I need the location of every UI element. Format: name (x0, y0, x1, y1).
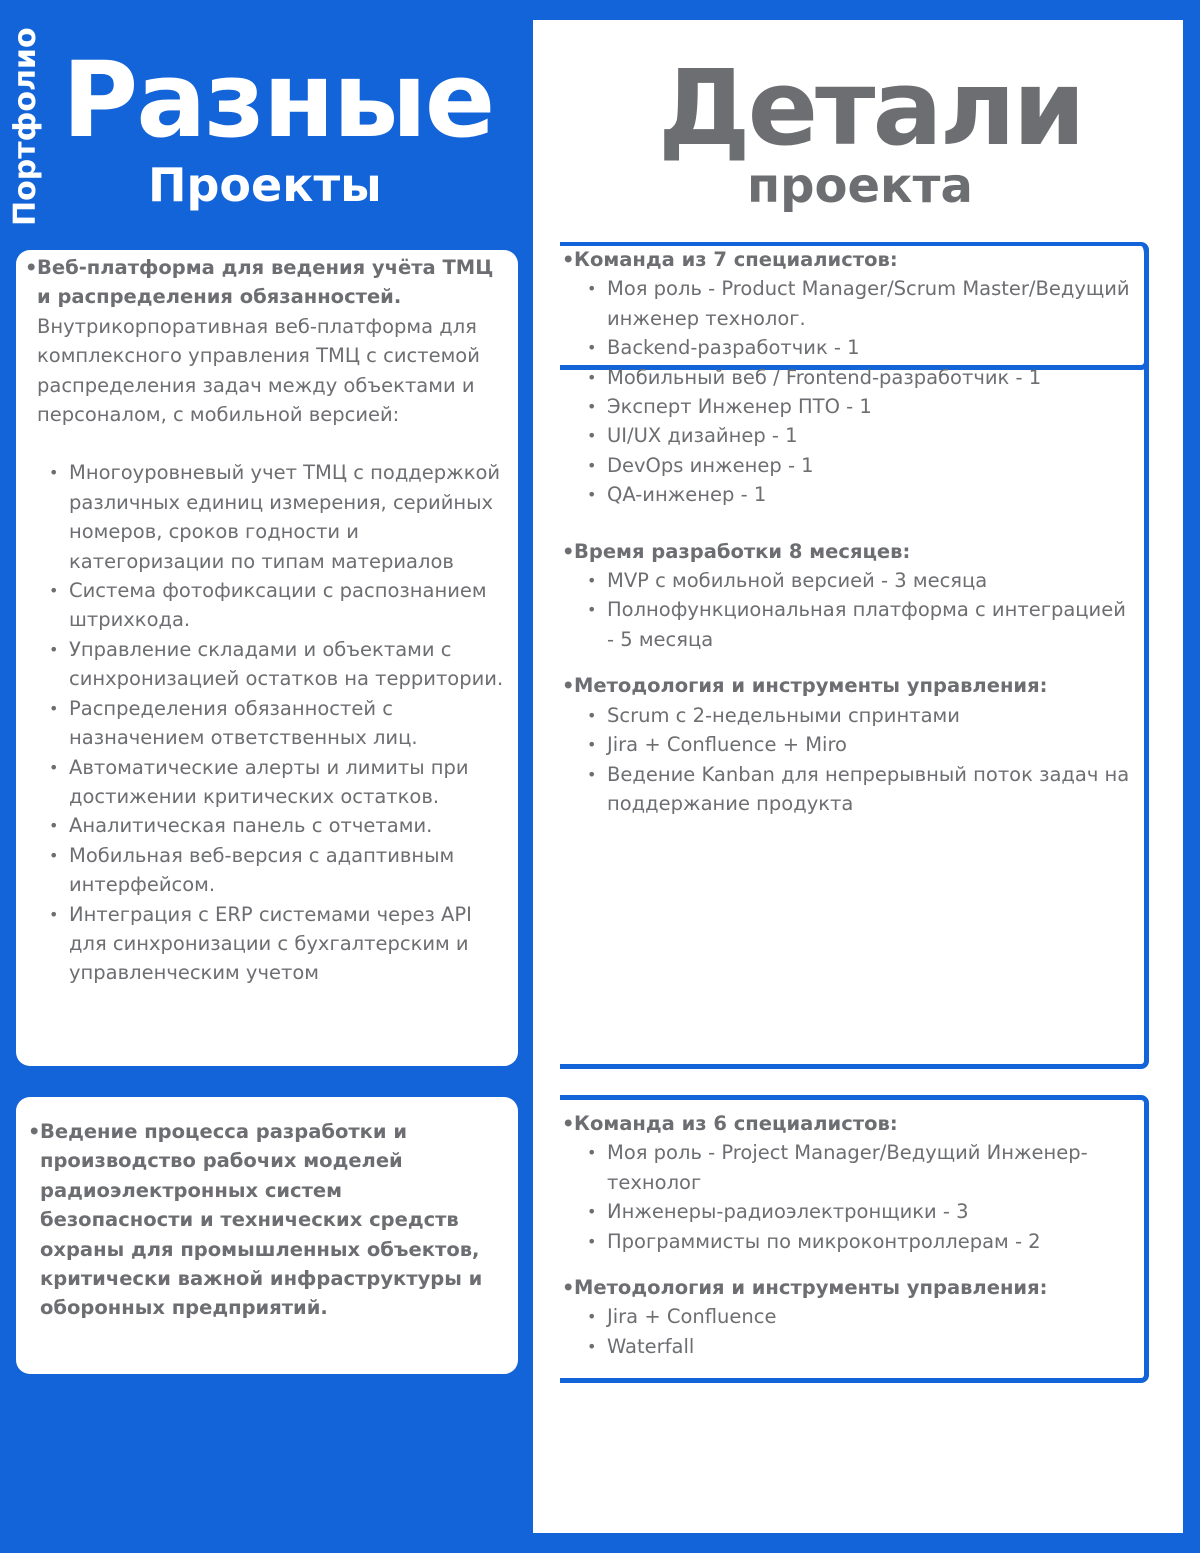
method-heading-2: • Методология и инструменты управления: (574, 1273, 1134, 1302)
list-item: • MVP с мобильной версией - 3 месяца (607, 566, 1139, 595)
details-2-content (574, 1109, 1134, 1361)
project-1-content (37, 253, 507, 988)
list-item: • Jira + Confluence + Miro (607, 730, 1139, 759)
team-list (574, 274, 1139, 509)
page-subtitle: Проекты (148, 158, 382, 212)
list-item: • Эксперт Инженер ПТО - 1 (607, 392, 1139, 421)
project-1-description: Внутрикорпоративная веб-платформа для комплексного управления ТМЦ с системой распределения задач между объектами и персоналом, с мобильной версией: (37, 314, 480, 427)
page-title: Разные (62, 39, 494, 161)
method-list-2 (574, 1302, 1134, 1361)
list-item: • Backend-разработчик - 1 (607, 333, 1139, 362)
list-item: • Управление складами и объектами с синхронизацией остатков на территории. (69, 635, 507, 694)
project-1-title: • Веб-платформа для ведения учёта ТМЦ и распределения обязанностей. (37, 253, 507, 312)
list-item: • QA-инженер - 1 (607, 480, 1139, 509)
list-item: • Моя роль - Product Manager/Scrum Master/Ведущий инженер технолог. (607, 274, 1139, 333)
team-heading: • Команда из 7 специалистов: (574, 245, 1139, 274)
method-list (574, 701, 1139, 819)
list-item: • UI/UX дизайнер - 1 (607, 421, 1139, 450)
list-item: • Программисты по микроконтроллерам - 2 (607, 1227, 1134, 1256)
project-1-feature-list (37, 458, 507, 987)
list-item: • Мобильный веб / Frontend-разработчик - 1 (607, 363, 1139, 392)
team-heading-2: • Команда из 6 специалистов: (574, 1109, 1134, 1138)
project-2-title: • Ведение процесса разработки и производство рабочих моделей радиоэлектронных систем безопасности и технических средств охраны для промышленных объектов, критически важной инфраструктуры и оборонных предприятий. (40, 1117, 495, 1323)
list-item: • Аналитическая панель с отчетами. (69, 811, 507, 840)
list-item: • DevOps инженер - 1 (607, 451, 1139, 480)
list-item: • Jira + Confluence (607, 1302, 1134, 1331)
portfolio-vertical-label: Портфолио (8, 27, 43, 226)
list-item: • Waterfall (607, 1332, 1134, 1361)
list-item: • Ведение Kanban для непрерывный поток задач на поддержание продукта (607, 760, 1139, 819)
list-item: • Распределения обязанностей с назначением ответственных лиц. (69, 694, 507, 753)
list-item: • Полнофункциональная платформа с интеграцией - 5 месяца (607, 595, 1139, 654)
time-list (574, 566, 1139, 654)
list-item: • Scrum с 2-недельными спринтами (607, 701, 1139, 730)
details-1-content (574, 245, 1139, 818)
list-item: • Моя роль - Project Manager/Ведущий Инженер-технолог (607, 1138, 1134, 1197)
time-heading: • Время разработки 8 месяцев: (574, 537, 1139, 566)
list-item: • Автоматические алерты и лимиты при достижении критических остатков. (69, 753, 507, 812)
list-item: • Мобильная веб-версия с адаптивным интерфейсом. (69, 841, 507, 900)
method-heading: • Методология и инструменты управления: (574, 671, 1139, 700)
project-2-content (40, 1117, 495, 1323)
team-list-2 (574, 1138, 1134, 1256)
list-item: • Инженеры-радиоэлектронщики - 3 (607, 1197, 1134, 1226)
list-item: • Интеграция с ERP системами через API для синхронизации с бухгалтерским и управленческим учетом (69, 900, 507, 988)
details-subtitle: проекта (747, 158, 973, 214)
list-item: • Многоуровневый учет ТМЦ с поддержкой различных единиц измерения, серийных номеров, сроков годности и категоризации по типам материалов (69, 458, 507, 576)
list-item: • Система фотофиксации с распознанием штрихкода. (69, 576, 507, 635)
details-title: Детали (658, 47, 1083, 169)
